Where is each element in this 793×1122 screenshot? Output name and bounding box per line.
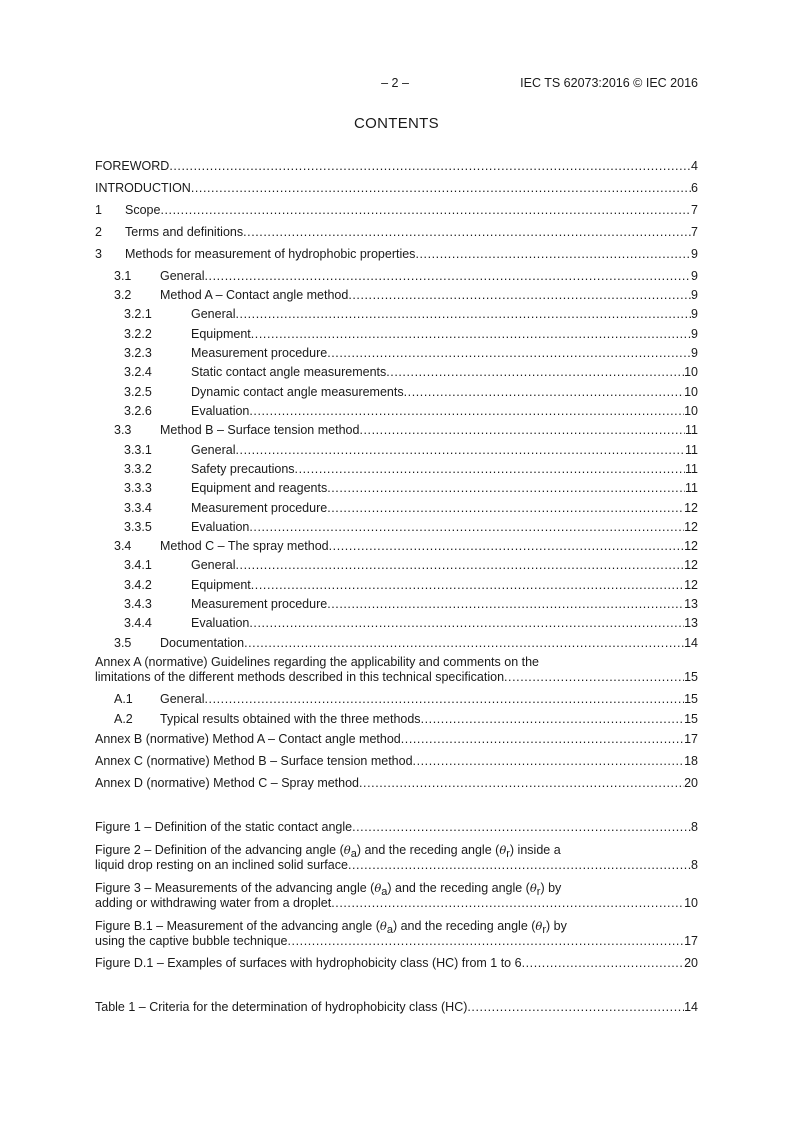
toc-entry-3-4[interactable]: 3.4 Method C – The spray method . . . 12 (95, 538, 698, 554)
page-title: CONTENTS (354, 115, 439, 132)
toc-entry-3-2[interactable]: 3.2 Method A – Contact angle method . . . 9 (95, 287, 698, 303)
toc-entry-3-3-3[interactable]: 3.3.3 Equipment and reagents . . . 11 (95, 480, 698, 496)
toc-entry-3-2-6[interactable]: 3.2.6 Evaluation . . . 10 (95, 403, 698, 419)
figure-entry-b1[interactable]: using the captive bubble technique . . . 17 (95, 933, 698, 949)
toc-entry-annex-c[interactable]: Annex C (normative) Method B – Surface tension method . . . 18 (95, 753, 698, 769)
toc-entry-3-2-1[interactable]: 3.2.1 General . . . 9 (95, 306, 698, 322)
toc-entry-3-3-2[interactable]: 3.3.2 Safety precautions . . . 11 (95, 461, 698, 477)
toc-entry-3-3[interactable]: 3.3 Method B – Surface tension method . . . 11 (95, 422, 698, 438)
toc-entry-3-2-3[interactable]: 3.2.3 Measurement procedure . . . 9 (95, 345, 698, 361)
toc-entry-annex-a[interactable]: limitations of the different methods described in this technical specification . . . 15 (95, 669, 698, 685)
toc-entry-3-4-4[interactable]: 3.4.4 Evaluation . . . 13 (95, 615, 698, 631)
toc-entry-3-2-2[interactable]: 3.2.2 Equipment . . . 9 (95, 326, 698, 342)
table-entry-1[interactable]: Table 1 – Criteria for the determination of hydrophobicity class (HC) . . . 14 (95, 999, 698, 1015)
toc-entry-3-4-1[interactable]: 3.4.1 General . . . 12 (95, 557, 698, 573)
figure-entry-d1[interactable]: Figure D.1 – Examples of surfaces with hydrophobicity class (HC) from 1 to 6 . . . 20 (95, 955, 698, 971)
toc-entry-3-4-3[interactable]: 3.4.3 Measurement procedure . . . 13 (95, 596, 698, 612)
page-number: – 2 – (381, 76, 409, 90)
figure-entry-2-line1[interactable]: Figure 2 – Definition of the advancing angle $(\theta_a)$ and the receding angle $(\theta_r)$ inside a (95, 843, 561, 860)
toc-entry-annex-d[interactable]: Annex D (normative) Method C – Spray method . . . 20 (95, 775, 698, 791)
figure-entry-b1-line1[interactable]: Figure B.1 – Measurement of the advancing angle $(\theta_a)$ and the receding angle $(\theta_r)$ by (95, 919, 567, 936)
toc-entry-3-2-4[interactable]: 3.2.4 Static contact angle measurements . . . 10 (95, 364, 698, 380)
toc-entry-annex-b[interactable]: Annex B (normative) Method A – Contact angle method . . . 17 (95, 731, 698, 747)
toc-entry-3-1[interactable]: 3.1 General . . . 9 (95, 268, 698, 284)
toc-entry-a-2[interactable]: A.2 Typical results obtained with the three methods . . . 15 (95, 711, 698, 727)
theta-symbol: θ (529, 881, 537, 895)
theta-symbol: θ (374, 881, 382, 895)
theta-symbol: θ (379, 919, 387, 933)
theta-symbol: θ (535, 919, 543, 933)
toc-entry-3-3-5[interactable]: 3.3.5 Evaluation . . . 12 (95, 519, 698, 535)
toc-entry-3-4-2[interactable]: 3.4.2 Equipment . . . 12 (95, 577, 698, 593)
figure-entry-3[interactable]: adding or withdrawing water from a droplet . . . 10 (95, 895, 698, 911)
document-reference: IEC TS 62073:2016 © IEC 2016 (520, 76, 698, 90)
page-header (95, 76, 698, 92)
figure-entry-2[interactable]: liquid drop resting on an inclined solid surface . . . 8 (95, 857, 698, 873)
toc-entry-3-3-4[interactable]: 3.3.4 Measurement procedure . . . 12 (95, 500, 698, 516)
toc-entry-3-5[interactable]: 3.5 Documentation . . . 14 (95, 635, 698, 651)
toc-entry-annex-a-line1[interactable]: Annex A (normative) Guidelines regarding the applicability and comments on the (95, 655, 540, 669)
toc-entry-introduction[interactable]: INTRODUCTION . . . 6 (95, 180, 698, 196)
theta-symbol: θ (499, 843, 507, 857)
toc-entry-3-2-5[interactable]: 3.2.5 Dynamic contact angle measurements . . . 10 (95, 384, 698, 400)
figure-entry-3-line1[interactable]: Figure 3 – Measurements of the advancing angle $(\theta_a)$ and the receding angle $(\theta_r)$ by (95, 881, 562, 898)
theta-symbol: θ (343, 843, 351, 857)
toc-entry-foreword[interactable]: FOREWORD . . . 4 (95, 158, 698, 174)
toc-entry-2[interactable]: 2 Terms and definitions . . . 7 (95, 224, 698, 240)
figure-entry-1[interactable]: Figure 1 – Definition of the static contact angle . . . 8 (95, 819, 698, 835)
toc-entry-3-3-1[interactable]: 3.3.1 General . . . 11 (95, 442, 698, 458)
toc-entry-1[interactable]: 1 Scope . . . 7 (95, 202, 698, 218)
toc-entry-3[interactable]: 3 Methods for measurement of hydrophobic properties . . . 9 (95, 246, 698, 262)
toc-entry-a-1[interactable]: A.1 General . . . 15 (95, 691, 698, 707)
